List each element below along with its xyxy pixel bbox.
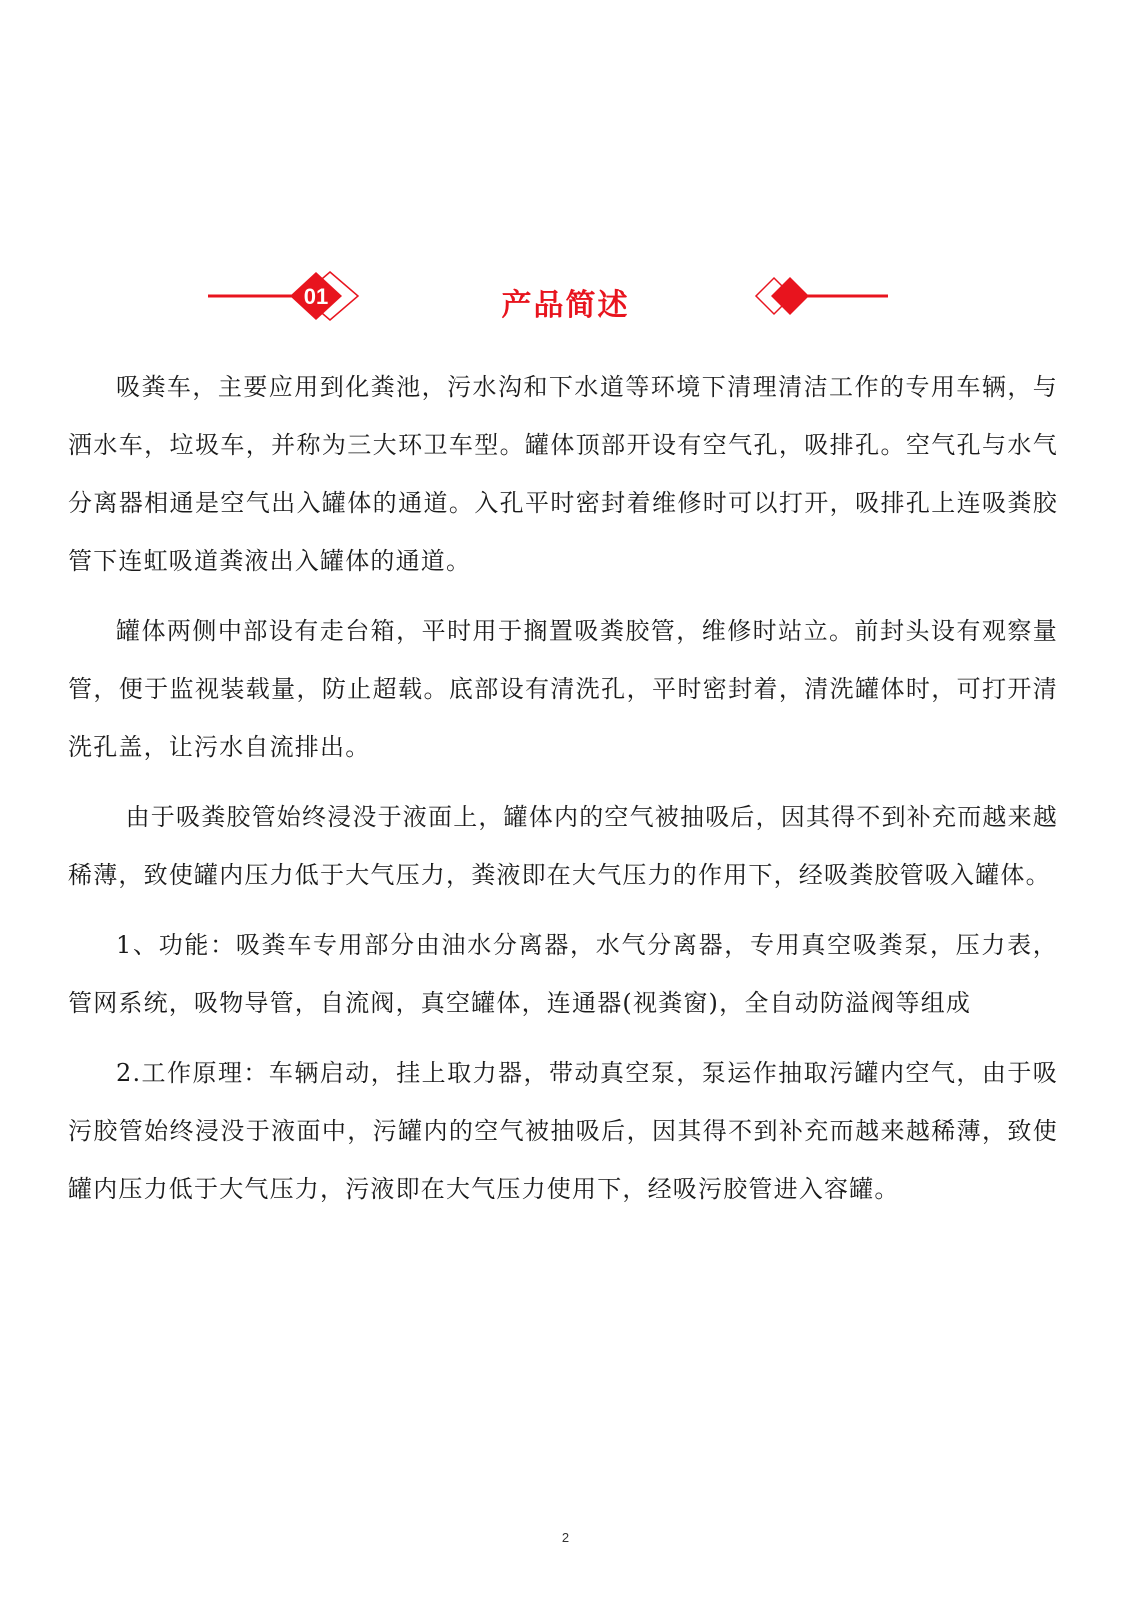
paragraph-intro: 吸粪车，主要应用到化粪池，污水沟和下水道等环境下清理清洁工作的专用车辆，与洒水车，垃圾车，并称为三大环卫车型。罐体顶部开设有空气孔，吸排孔。空气孔与水气分离器相通是空气出入罐体的通道。入孔平时密封着维修时可以打开，吸排孔上连吸粪胶管下连虹吸道粪液出入罐体的通道。 — [68, 373, 1058, 575]
paragraph-working-principle: 2.工作原理：车辆启动，挂上取力器，带动真空泵，泵运作抽取污罐内空气，由于吸污胶管始终浸没于液面中，污罐内的空气被抽吸后，因其得不到补充而越来越稀薄，致使罐内压力低于大气压力，污液即在大气压力使用下，经吸污胶管进入容罐。 — [68, 1059, 1058, 1203]
document-body — [68, 358, 1058, 1230]
badge-number: 01 — [303, 284, 329, 309]
paragraph-function: 1、功能：吸粪车专用部分由油水分离器，水气分离器，专用真空吸粪泵，压力表，管网系统，吸物导管，自流阀，真空罐体，连通器(视粪窗)，全自动防溢阀等组成 — [68, 931, 1058, 1017]
section-title: 产品简述 — [501, 288, 630, 323]
paragraph-tank-structure: 罐体两侧中部设有走台箱，平时用于搁置吸粪胶管，维修时站立。前封头设有观察量管，便于监视装载量，防止超载。底部设有清洗孔，平时密封着，清洗罐体时，可打开清洗孔盖，让污水自流排出。 — [68, 617, 1058, 761]
page-number: 2 — [561, 1530, 570, 1545]
paragraph-suction-principle: 由于吸粪胶管始终浸没于液面上，罐体内的空气被抽吸后，因其得不到补充而越来越稀薄，致使罐内压力低于大气压力，粪液即在大气压力的作用下，经吸粪胶管吸入罐体。 — [68, 803, 1058, 889]
